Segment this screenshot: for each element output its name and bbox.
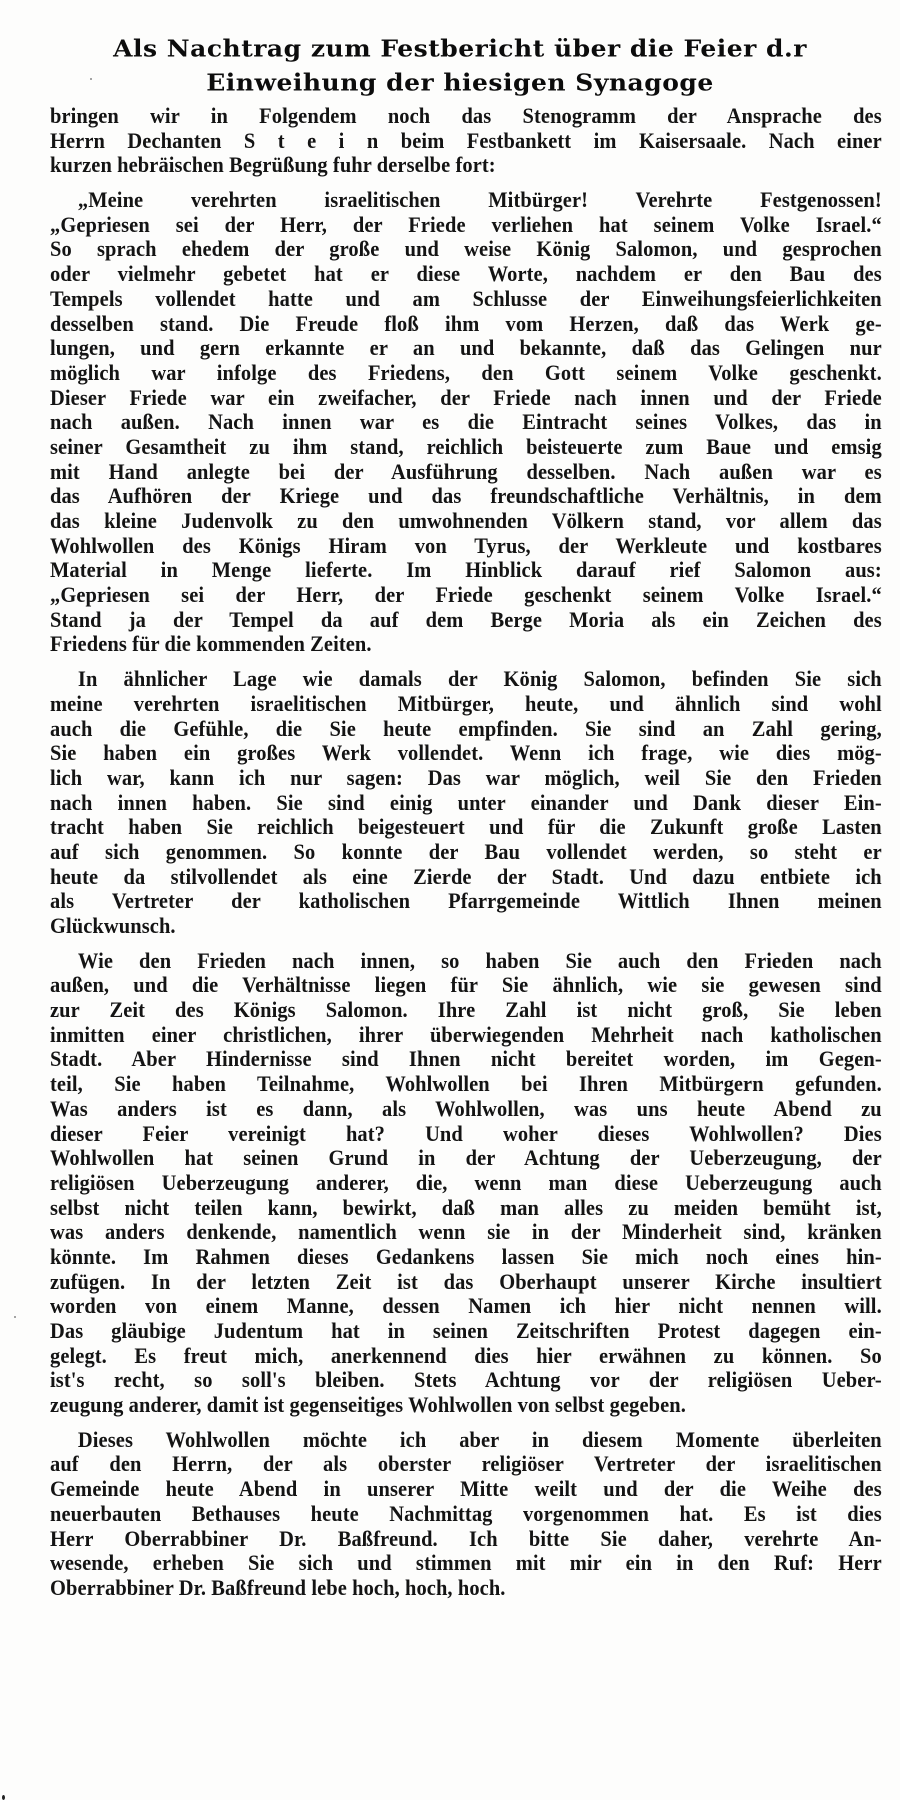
text-line: das kleine Judenvolk zu den umwohnenden Völkern stand, vor allem das: [50, 508, 882, 533]
text-line: ist's recht, so soll's bleiben. Stets Achtung vor der religiösen Ueber-: [50, 1367, 882, 1393]
paragraph: [50, 104, 882, 178]
text-line: Friedens für die kommenden Zeiten.: [50, 631, 372, 657]
text-line: teil, Sie haben Teilnahme, Wohlwollen bei Ihren Mitbürgern gefunden.: [50, 1071, 882, 1097]
text-line: tracht haben Sie reichlich beigesteuert und für die Zukunft große Lasten: [50, 814, 882, 840]
text-line: bringen wir in Folgendem noch das Stenogramm der Ansprache des: [50, 103, 882, 128]
text-line: Wohlwollen des Königs Hiram von Tyrus, der Werkleute und kostbares: [50, 532, 882, 558]
text-line: zufügen. In der letzten Zeit ist das Oberhaupt unserer Kirche insultiert: [50, 1268, 882, 1294]
text-line: meine verehrten israelitischen Mitbürger, heute, und ähnlich sind wohl: [50, 690, 882, 716]
text-line: nach außen. Nach innen war es die Eintracht seines Volkes, das in: [50, 409, 882, 435]
text-line: heute da stilvollendet als eine Zierde der Stadt. Und dazu entbiete ich: [50, 863, 882, 889]
text-line: Oberrabbiner Dr. Baßfreund lebe hoch, hoch, hoch.: [50, 1574, 506, 1600]
text-line: Stadt. Aber Hindernisse sind Ihnen nicht bereitet worden, im Gegen-: [50, 1046, 882, 1072]
text-line: Sie haben ein großes Werk vollendet. Wenn ich frage, wie dies mög-: [50, 740, 882, 766]
text-line: möglich war infolge des Friedens, den Gott seinem Volke geschenkt.: [50, 359, 882, 385]
text-line: kurzen hebräischen Begrüßung fuhr derselbe fort:: [50, 152, 496, 178]
text-line: was anders denkende, namentlich wenn sie in der Minderheit sind, kränken: [50, 1219, 882, 1245]
text-line: Dieses Wohlwollen möchte ich aber in diesem Momente überleiten: [77, 1426, 882, 1452]
headline-line-1: Als Nachtrag zum Festbericht über die Feier d.r: [113, 34, 807, 63]
headline-line-2: Einweihung der hiesigen Synagoge: [206, 68, 714, 97]
text-line: auf sich genommen. So konnte der Bau vollendet werden, so steht er: [50, 838, 882, 864]
paragraph: [50, 949, 882, 1418]
text-line: Herrn Dechanten S t e i n beim Festbankett im Kaisersaale. Nach einer: [50, 127, 882, 153]
text-line: mit Hand anlegte bei der Ausführung desselben. Nach außen war es: [50, 458, 882, 484]
text-line: wesende, erheben Sie sich und stimmen mit mir ein in den Ruf: Herr: [50, 1550, 882, 1576]
text-line: neuerbauten Bethauses heute Nachmittag vorgenommen hat. Es ist dies: [50, 1500, 882, 1526]
text-line: Wie den Frieden nach innen, so haben Sie auch den Frieden nach: [77, 947, 882, 973]
text-line: auf den Herrn, der als oberster religiöser Vertreter der israelitischen: [50, 1451, 882, 1477]
text-line: worden von einem Manne, dessen Namen ich hier nicht nennen will.: [50, 1293, 882, 1319]
text-line: Dieser Friede war ein zweifacher, der Friede nach innen und der Friede: [50, 384, 882, 410]
text-line: zeugung anderer, damit ist gegenseitiges Wohlwollen von selbst gegeben.: [50, 1392, 686, 1418]
text-line: oder vielmehr gebetet hat er diese Worte, nachdem er den Bau des: [50, 261, 882, 287]
text-line: Tempels vollendet hatte und am Schlusse der Einweihungsfeierlichkeiten: [50, 285, 882, 311]
text-line: inmitten einer christlichen, ihrer überwiegenden Mehrheit nach katholischen: [50, 1021, 882, 1047]
print-speck: [90, 78, 92, 80]
paragraph: [50, 188, 882, 657]
text-line: Was anders ist es dann, als Wohlwollen, was uns heute Abend zu: [50, 1095, 882, 1121]
text-line: „Gepriesen sei der Herr, der Friede verliehen hat seinem Volke Israel.“: [50, 211, 882, 237]
text-line: außen, und die Verhältnisse liegen für Sie ähnlich, wie sie gewesen sind: [50, 972, 882, 998]
text-line: selbst nicht teilen kann, bewirkt, daß man alles zu meiden bemüht ist,: [50, 1194, 882, 1220]
text-line: Das gläubige Judentum hat in seinen Zeitschriften Protest dagegen ein-: [50, 1318, 882, 1343]
text-line: zur Zeit des Königs Salomon. Ihre Zahl ist nicht groß, Sie leben: [50, 997, 882, 1023]
text-line: könnte. Im Rahmen dieses Gedankens lassen Sie mich noch eines hin-: [50, 1243, 882, 1269]
text-line: „Gepriesen sei der Herr, der Friede geschenkt seinem Volke Israel.“: [50, 582, 882, 608]
text-line: desselben stand. Die Freude floß ihm vom Herzen, daß das Werk ge-: [50, 310, 882, 336]
text-line: Gemeinde heute Abend in unserer Mitte weilt und der die Weihe des: [50, 1476, 882, 1502]
text-line: Wohlwollen hat seinen Grund in der Achtung der Ueberzeugung, der: [50, 1145, 882, 1171]
text-line: als Vertreter der katholischen Pfarrgemeinde Wittlich Ihnen meinen: [50, 888, 882, 914]
text-line: seiner Gesamtheit zu ihm stand, reichlich beisteuerte zum Baue und emsig: [50, 433, 882, 459]
print-speck: [2, 1795, 5, 1800]
text-line: So sprach ehedem der große und weise König Salomon, und gesprochen: [50, 236, 882, 262]
text-line: nach innen haben. Sie sind einig unter einander und Dank dieser Ein-: [50, 789, 882, 815]
text-line: „Meine verehrten israelitischen Mitbürger! Verehrte Festgenossen!: [77, 187, 882, 213]
text-line: Glückwunsch.: [50, 913, 176, 938]
paragraph: [50, 667, 882, 939]
text-line: Material in Menge lieferte. Im Hinblick darauf rief Salomon aus:: [50, 557, 882, 583]
text-line: Stand ja der Tempel da auf dem Berge Moria als ein Zeichen des: [50, 606, 882, 632]
paragraph: [50, 1428, 882, 1601]
text-line: auch die Gefühle, die Sie heute empfinden. Sie sind an Zahl gering,: [50, 715, 882, 741]
article-body: [50, 104, 882, 1611]
print-speck: [14, 1316, 16, 1318]
text-line: In ähnlicher Lage wie damals der König Salomon, befinden Sie sich: [77, 666, 882, 692]
text-line: lich war, kann ich nur sagen: Das war möglich, weil Sie den Frieden: [50, 764, 882, 790]
text-line: gelegt. Es freut mich, anerkennend dies hier erwähnen zu können. So: [50, 1342, 882, 1368]
text-line: Herr Oberrabbiner Dr. Baßfreund. Ich bitte Sie daher, verehrte An-: [50, 1525, 882, 1551]
text-line: religiösen Ueberzeugung anderer, die, wenn man diese Ueberzeugung auch: [50, 1169, 882, 1195]
text-line: das Aufhören der Kriege und das freundschaftliche Verhältnis, in dem: [50, 483, 882, 509]
text-line: lungen, und gern erkannte er an und bekannte, daß das Gelingen nur: [50, 335, 882, 361]
text-line: dieser Feier vereinigt hat? Und woher dieses Wohlwollen? Dies: [50, 1120, 882, 1146]
